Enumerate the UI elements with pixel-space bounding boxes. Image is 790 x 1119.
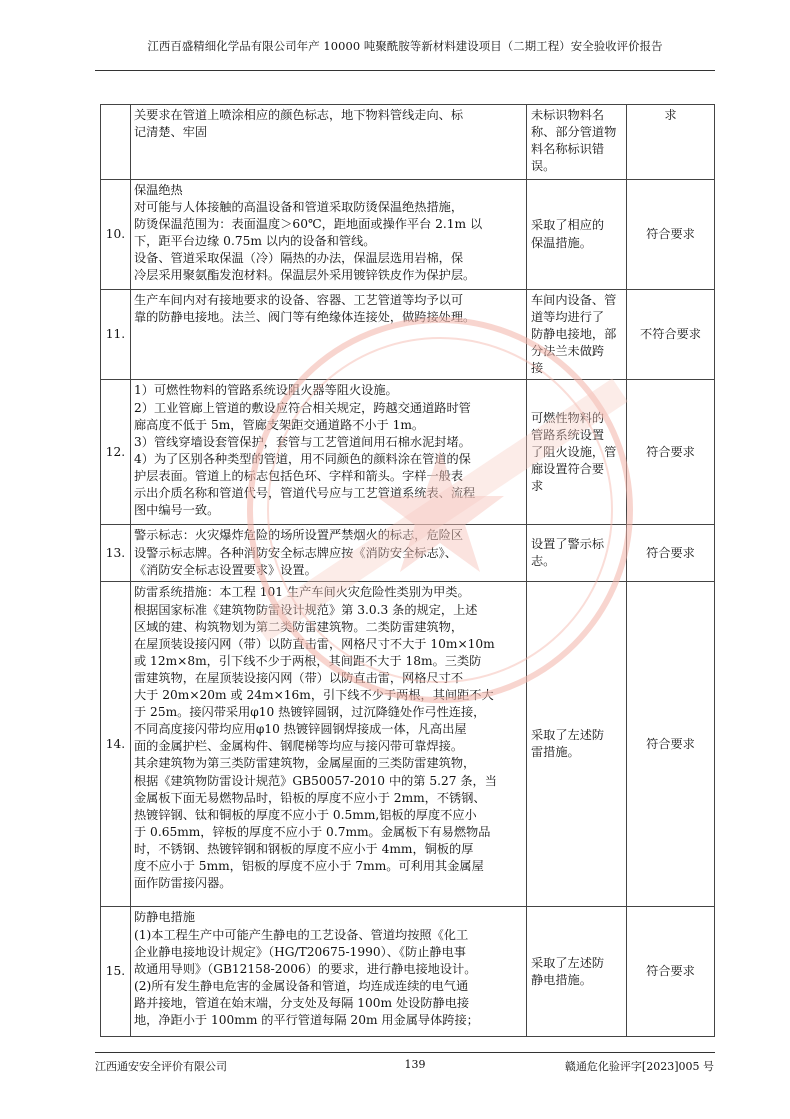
measure-line: 可燃性物料的 (531, 410, 605, 425)
requirement-line: 1）可燃性物料的管路系统设阻火器等阻火设施。 (134, 383, 398, 398)
requirement-line: 下，距平台边缘 0.75m 以内的设备和管线。 (134, 234, 376, 249)
requirement-line: 度不应小于 5mm，铝板的厚度不应小于 7mm。可利用其金属屋 (134, 858, 484, 873)
requirement-line: 地，净距小于 100mm 的平行管道每隔 20m 用金属导体跨接； (134, 1013, 479, 1028)
measure-line: 误。 (531, 159, 556, 174)
requirement-line: 设警示标志牌。各种消防安全标志牌应按《消防安全标志》、 (134, 545, 457, 560)
requirement-cell (131, 907, 527, 1037)
requirement-cell (131, 582, 527, 907)
requirement-cell (131, 180, 527, 290)
requirement-cell (131, 380, 527, 525)
result-cell: 符合要求 (627, 180, 715, 290)
requirement-line: 2）工业管廊上管道的敷设应符合相关规定，跨越交通道路时管 (134, 400, 471, 415)
requirement-line: 大于 20m×20m 或 24m×16m，引下线不少于两根，其间距不大 (134, 688, 494, 703)
measure-cell (527, 582, 627, 907)
requirement-line: 路并接地，管道在始末端，分支处及每隔 100m 处设防静电接 (134, 995, 470, 1010)
requirement-line: 廊高度不低于 5m，管廊支架距交通道路不小于 1m。 (134, 417, 425, 432)
requirement-line: 或 12m×8m，引下线不少于两根，其间距不大于 18m。三类防 (134, 653, 482, 668)
requirement-line: 防静电措施 (134, 910, 195, 925)
requirement-line: 对可能与人体接触的高温设备和管道采取防烫保温绝热措施， (134, 200, 464, 215)
requirement-line: 根据《建筑物防雷设计规范》GB50057-2010 中的第 5.27 条，当 (134, 773, 497, 788)
result-cell: 符合要求 (627, 907, 715, 1037)
requirement-line: (2)所有发生静电危害的金属设备和管道，均连成连续的电气通 (134, 978, 469, 993)
requirement-line: 生产车间内对有接地要求的设备、容器、工艺管道等均予以可 (134, 293, 464, 307)
measure-line: 称、部分管道物 (531, 125, 617, 140)
measure-line: 道等均进行了 (531, 310, 605, 325)
footer-rule (95, 1052, 715, 1053)
requirement-line: 设备、管道采取保温（冷）隔热的办法，保温层选用岩棉，保 (134, 251, 464, 266)
measure-line: 接 (531, 361, 544, 376)
row-number (101, 105, 131, 180)
measure-line: 静电措施。 (531, 972, 592, 987)
measure-line: 志。 (531, 554, 556, 569)
page-header-title: 江西百盛精细化学品有限公司年产 10000 吨聚酰胺等新材料建设项目（二期工程）安全验收评价报告 (147, 39, 663, 53)
requirement-line: 企业静电接地设计规定》（HG/T20675-1990）、《防止静电事 (134, 944, 466, 959)
measure-line: 管路系统设置 (531, 427, 605, 442)
requirement-line: (1)本工程生产中可能产生静电的工艺设备、管道均按照《化工 (134, 927, 469, 942)
row-number: 14. (101, 582, 131, 907)
requirement-cell (131, 105, 527, 180)
requirement-line: 金属板下面无易燃物品时，铅板的厚度不应小于 2mm，不锈钢、 (134, 790, 486, 805)
requirement-line: 警示标志：火灾爆炸危险的场所设置严禁烟火的标志，危险区 (134, 528, 464, 543)
footer-document-number: 赣通危化验评字[2023]005 号 (564, 1060, 714, 1073)
result-cell: 符合要求 (627, 582, 715, 907)
requirement-line: 于 25m。接闪带采用φ10 热镀锌圆钢，过沉降缝处作弓性连接， (134, 705, 486, 720)
measure-line: 设置了警示标 (531, 537, 605, 552)
requirement-line: 故通用导则》（GB12158-2006）的要求，进行静电接地设计。 (134, 961, 477, 976)
measure-cell (527, 907, 627, 1037)
requirement-line: 3）管线穿墙设套管保护，套管与工艺管道间用石棉水泥封堵。 (134, 434, 471, 449)
measure-line: 保温措施。 (531, 235, 592, 250)
requirement-line: 靠的防静电接地。法兰、阀门等有绝缘体连接处，做跨接处理。 (134, 310, 476, 325)
footer-company: 江西通安安全评价有限公司 (95, 1060, 227, 1073)
table-row (101, 380, 715, 525)
measure-line: 防静电接地，部 (531, 327, 617, 342)
requirement-line: 不同高度接闪带均应用φ10 热镀锌圆钢焊接成一体，凡高出屋 (134, 722, 467, 737)
measure-cell (527, 290, 627, 380)
measure-line: 采取了相应的 (531, 218, 605, 233)
measure-line: 未标识物料名 (531, 108, 605, 122)
measure-line: 雷措施。 (531, 745, 580, 760)
row-number: 13. (101, 525, 131, 582)
footer-page-number: 139 (404, 1058, 426, 1071)
requirement-line: 记清楚、牢固 (134, 125, 208, 140)
row-number: 11. (101, 290, 131, 380)
requirement-line: 根据国家标准《建筑物防雷设计规范》第 3.0.3 条的规定，上述 (134, 602, 478, 617)
table-row (101, 290, 715, 380)
requirement-line: 冷层采用聚氨酯发泡材料。保温层外采用镀锌铁皮作为保护层。 (134, 268, 476, 283)
requirement-line: 于 0.65mm，锌板的厚度不应小于 0.7mm。金属板下有易燃物品 (134, 824, 491, 839)
requirement-line: 区域的建、构筑物划为第二类防雷建筑物。二类防雷建筑物， (134, 619, 464, 634)
requirement-line: 其余建筑物为第三类防雷建筑物，金属屋面的三类防雷建筑物， (134, 756, 476, 771)
measure-line: 车间内设备、管 (531, 293, 617, 307)
requirement-line: 保温绝热 (134, 183, 183, 197)
requirement-line: 面作防雷接闪器。 (134, 876, 232, 891)
table-row (101, 105, 715, 180)
requirement-line: 护层表面。管道上的标志包括色环、字样和箭头。字样一般表 (134, 468, 464, 483)
row-number: 10. (101, 180, 131, 290)
result-cell: 符合要求 (627, 380, 715, 525)
requirement-line: 关要求在管道上喷涂相应的颜色标志，地下物料管线走向、标 (134, 108, 464, 122)
requirement-line: 雷建筑物，在屋顶装设接闪网（带）以防直击雷，网格尺寸不 (134, 670, 464, 685)
safety-evaluation-table (100, 104, 715, 1037)
measure-cell (527, 105, 627, 180)
measure-line: 分法兰未做跨 (531, 344, 605, 359)
requirement-cell (131, 290, 527, 380)
requirement-cell (131, 525, 527, 582)
requirement-line: 面的金属护栏、金属构件、钢爬梯等均应与接闪带可靠焊接。 (134, 739, 464, 754)
table-row (101, 907, 715, 1037)
table-row (101, 180, 715, 290)
requirement-line: 防雷系统措施：本工程 101 生产车间火灾危险性类别为甲类。 (134, 585, 470, 600)
measure-line: 采取了左述防 (531, 728, 605, 743)
measure-cell (527, 380, 627, 525)
requirement-line: 防烫保温范围为：表面温度＞60℃，距地面或操作平台 2.1m 以 (134, 217, 483, 232)
measure-line: 廊设置符合要 (531, 462, 605, 477)
measure-line: 采取了左述防 (531, 955, 605, 970)
requirement-line: 时，不锈钢、热镀锌钢和钢板的厚度不应小于 4mm，铜板的厚 (134, 841, 474, 856)
measure-line: 了阻火设施，管 (531, 444, 617, 459)
measure-cell (527, 525, 627, 582)
row-number: 12. (101, 380, 131, 525)
row-number: 15. (101, 907, 131, 1037)
result-cell: 求 (627, 105, 715, 180)
requirement-line: 在屋顶装设接闪网（带）以防直击雷，网格尺寸不大于 10m×10m (134, 636, 495, 651)
measure-cell (527, 180, 627, 290)
table-row (101, 525, 715, 582)
requirement-line: 4）为了区别各种类型的管道，用不同颜色的颜料涂在管道的保 (134, 451, 471, 466)
table-body (101, 105, 715, 1037)
requirement-line: 《消防安全标志设置要求》设置。 (134, 562, 317, 577)
requirement-line: 图中编号一致。 (134, 503, 220, 518)
result-cell: 不符合要求 (627, 290, 715, 380)
header-rule (95, 70, 715, 71)
table-row (101, 582, 715, 907)
requirement-line: 示出介质名称和管道代号，管道代号应与工艺管道系统表、流程 (134, 486, 476, 501)
measure-line: 料名称标识错 (531, 142, 605, 157)
measure-line: 求 (531, 479, 544, 494)
requirement-line: 热镀锌钢、钛和铜板的厚度不应小于 0.5mm,铝板的厚度不应小 (134, 807, 477, 822)
result-cell: 符合要求 (627, 525, 715, 582)
